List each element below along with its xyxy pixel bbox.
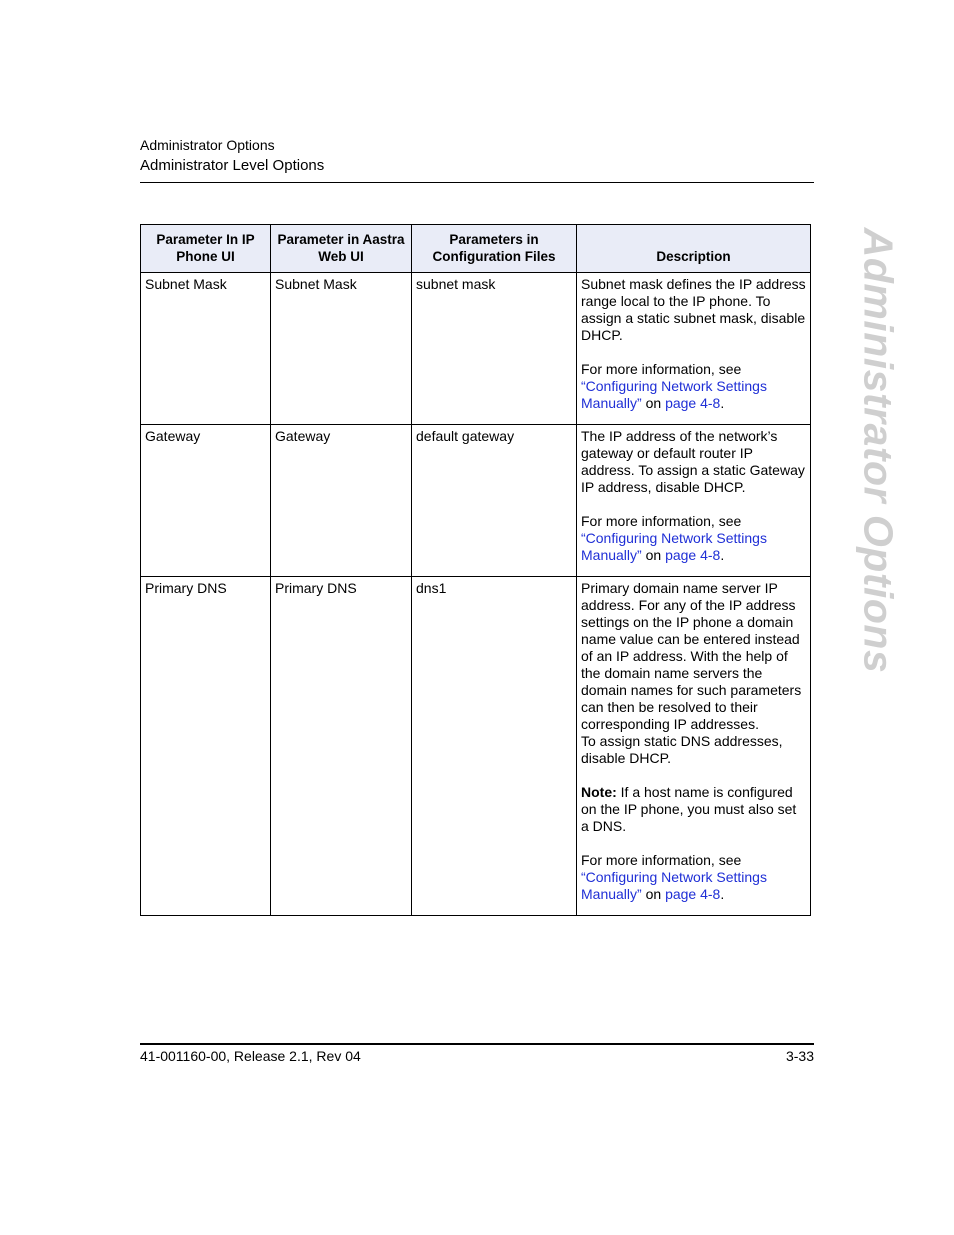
note-label: Note:: [581, 784, 617, 800]
cell-ip-phone-ui: Subnet Mask: [141, 273, 271, 425]
description-text: Primary domain name server IP address. For any of the IP address settings on the IP phone a domain name value can be entered instead of an IP address. With the help of the domain name servers the domain names for such parameters can then be resolved to their corresponding IP addresses.: [581, 580, 802, 732]
cell-ip-phone-ui: Primary DNS: [141, 577, 271, 916]
period: .: [720, 886, 725, 902]
more-info-prefix: For more information, see: [581, 361, 742, 377]
more-info: [581, 852, 806, 903]
description-text: The IP address of the network’s gateway or default router IP address. To assign a static Gateway IP address, disable DHCP.: [581, 428, 805, 495]
table-header-row: [141, 225, 811, 273]
description-text-2: To assign static DNS addresses, disable DHCP.: [581, 733, 783, 766]
description-text: Subnet mask defines the IP address range local to the IP phone. To assign a static subnet mask, disable DHCP.: [581, 276, 806, 343]
header-rule: [140, 182, 814, 183]
note: [581, 784, 806, 835]
page-link[interactable]: page 4-8: [665, 886, 721, 902]
chapter-side-tab-label: Administrator Options: [855, 227, 902, 673]
cell-description: [577, 425, 811, 577]
running-header-subsection: Administrator Level Options: [140, 157, 325, 174]
cell-description: [577, 577, 811, 916]
table-row: [141, 425, 811, 577]
note-text: If a host name is configured on the IP phone, you must also set a DNS.: [581, 784, 797, 834]
col-header-description: Description: [577, 225, 811, 273]
section-link[interactable]: “Configuring Network Settings Manually”: [581, 378, 767, 411]
on-text: on: [641, 547, 666, 563]
table-row: [141, 273, 811, 425]
section-link[interactable]: “Configuring Network Settings Manually”: [581, 530, 767, 563]
parameters-table: [140, 224, 811, 916]
more-info: [581, 361, 806, 412]
cell-web-ui: Gateway: [271, 425, 412, 577]
table-row: [141, 577, 811, 916]
footer-rule: [140, 1043, 814, 1045]
col-header-ip-phone-ui: Parameter In IP Phone UI: [141, 225, 271, 273]
cell-config-file: dns1: [412, 577, 577, 916]
footer-doc-id: 41-001160-00, Release 2.1, Rev 04: [140, 1048, 361, 1064]
cell-web-ui: Subnet Mask: [271, 273, 412, 425]
page-link[interactable]: page 4-8: [665, 547, 721, 563]
on-text: on: [641, 395, 666, 411]
cell-ip-phone-ui: Gateway: [141, 425, 271, 577]
section-link[interactable]: “Configuring Network Settings Manually”: [581, 869, 767, 902]
page-link[interactable]: page 4-8: [665, 395, 721, 411]
chapter-side-tab: [855, 227, 902, 673]
period: .: [720, 547, 725, 563]
running-header-section: Administrator Options: [140, 137, 275, 153]
more-info-prefix: For more information, see: [581, 852, 742, 868]
cell-config-file: default gateway: [412, 425, 577, 577]
more-info: [581, 513, 806, 564]
cell-web-ui: Primary DNS: [271, 577, 412, 916]
period: .: [720, 395, 725, 411]
on-text: on: [641, 886, 666, 902]
col-header-web-ui: Parameter in Aastra Web UI: [271, 225, 412, 273]
cell-config-file: subnet mask: [412, 273, 577, 425]
col-header-config-files: Parameters in Configuration Files: [412, 225, 577, 273]
footer-page-number: 3-33: [785, 1048, 814, 1064]
cell-description: [577, 273, 811, 425]
more-info-prefix: For more information, see: [581, 513, 742, 529]
